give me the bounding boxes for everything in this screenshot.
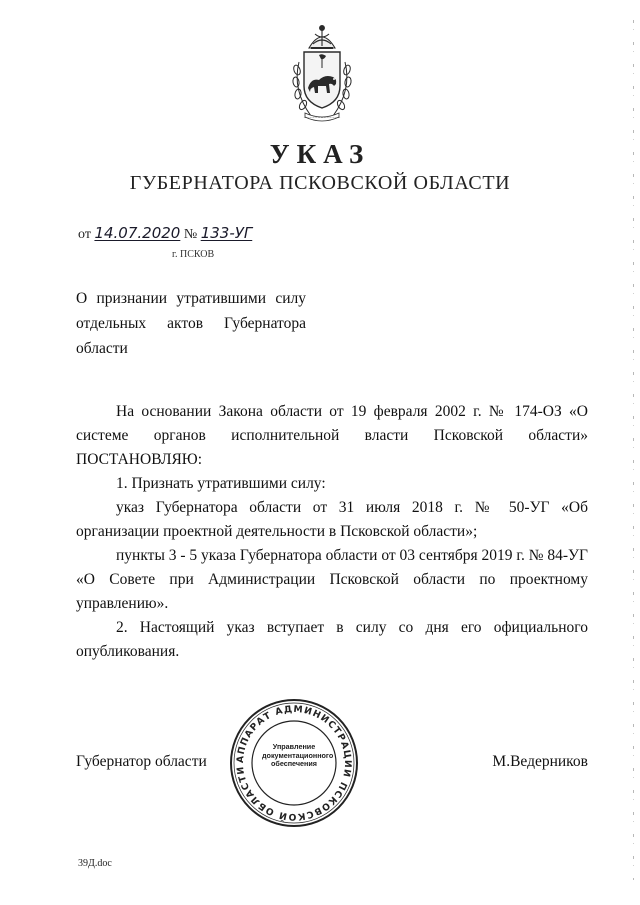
decree-date: 14.07.2020	[94, 224, 181, 242]
subject-line: О признании утратившими силу	[76, 290, 306, 307]
body-paragraph: 2. Настоящий указ вступает в силу со дня его официального опубликования.	[76, 619, 588, 660]
svg-text:~~~~~~~~~~~~~: ~~~~~~~~~~~~~	[303, 116, 341, 120]
decree-number: 133-УГ	[200, 224, 253, 242]
stamp-center-text	[262, 742, 334, 769]
decree-subject	[76, 286, 306, 361]
stamp-line: обеспечения	[270, 759, 317, 769]
body-paragraph: пункты 3 - 5 указа Губернатора области от 03 сентября 2019 г. № 84-УГ «О Совете при Администрации Псковской области по проектному управлению».	[76, 547, 588, 612]
signatory-name: М.Ведерников	[492, 753, 588, 770]
decree-issuer: ГУБЕРНАТОРА ПСКОВСКОЙ ОБЛАСТИ	[129, 172, 511, 194]
stamp-ring-text: АППАРАТ АДМИНИСТРАЦИИ ПСКОВСКОЙ ОБЛАСТИ	[234, 703, 354, 823]
pskov-coat-of-arms-icon	[289, 22, 355, 128]
date-prefix: от	[78, 227, 91, 242]
subject-line: отдельных актов Губернатора	[76, 315, 306, 332]
number-prefix: №	[183, 227, 198, 242]
stamp-line: Управление	[272, 742, 316, 751]
decree-title: УКАЗ	[269, 139, 371, 169]
body-paragraph: указ Губернатора области от 31 июля 2018 г. № 50-УГ «Об организации проектной деятельности в Псковской области»;	[76, 499, 588, 540]
date-number-line	[78, 224, 252, 243]
subject-line: области	[76, 340, 128, 357]
body-paragraph: На основании Закона области от 19 февраля 2002 г. № 174-ОЗ «О системе органов исполнительной власти Псковской области» ПОСТАНОВЛЯЮ:	[76, 403, 588, 468]
body-paragraph: 1. Признать утратившими силу:	[116, 475, 326, 492]
file-code: 39Д.doc	[78, 858, 112, 869]
city-label: г. ПСКОВ	[172, 249, 215, 260]
decree-body	[76, 400, 588, 664]
stamp-line: документационного	[262, 750, 334, 760]
signatory-position: Губернатор области	[76, 753, 207, 770]
